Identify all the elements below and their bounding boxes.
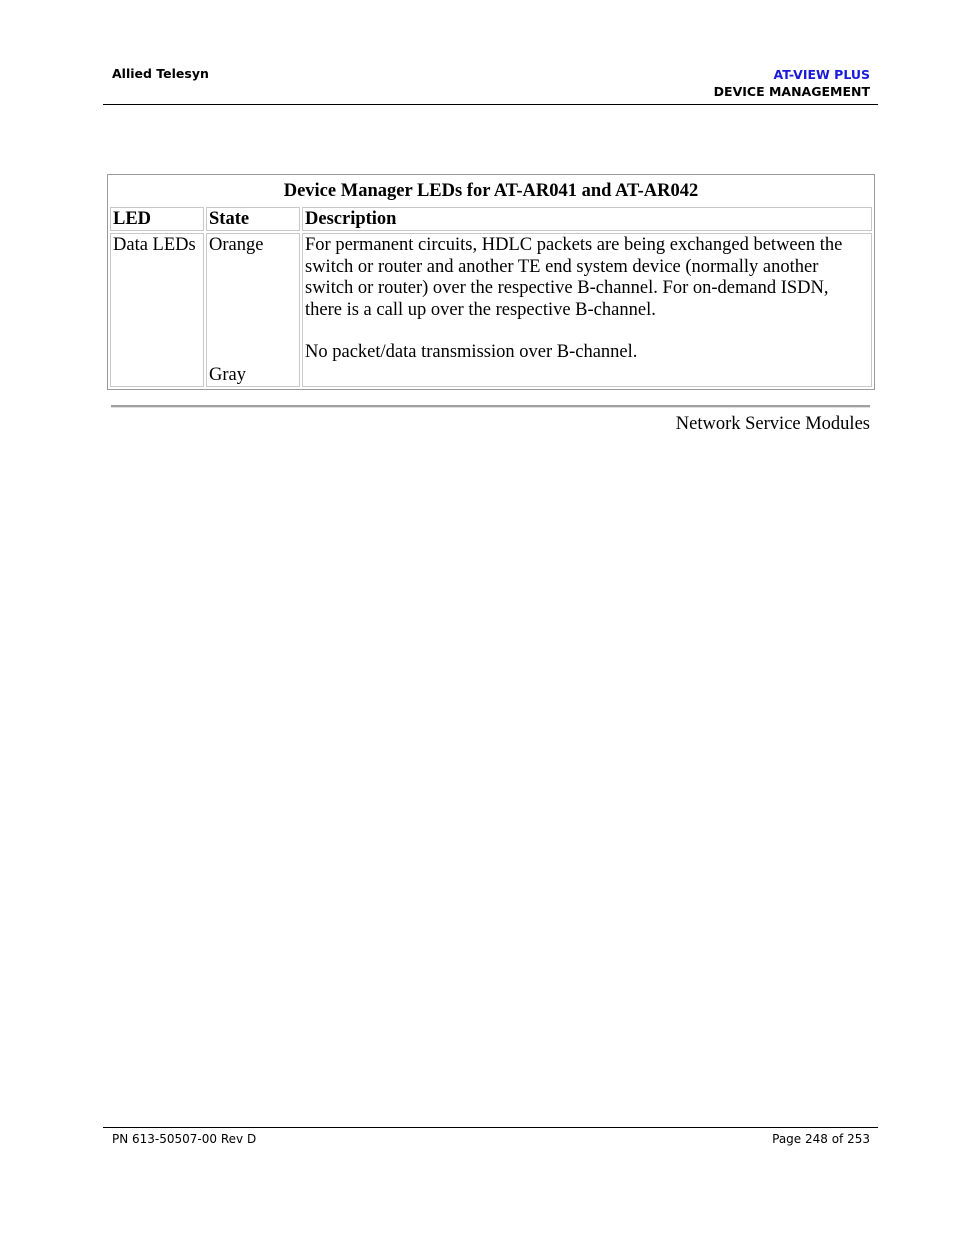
- footer-page-number: Page 248 of 253: [772, 1132, 870, 1146]
- table-header-row: [110, 207, 872, 232]
- column-header-led: LED: [110, 207, 204, 232]
- header-rule: [103, 104, 878, 105]
- header-company: Allied Telesyn: [112, 66, 209, 81]
- footer-rule: [103, 1127, 878, 1128]
- description-gray: No packet/data transmission over B-channel.: [305, 342, 638, 362]
- header-product: AT-VIEW PLUS: [773, 67, 870, 82]
- state-gray: Gray: [209, 364, 246, 385]
- led-table: [107, 174, 875, 390]
- cell-led: Data LEDs: [110, 233, 204, 387]
- cell-description: [302, 233, 872, 387]
- state-orange: Orange: [209, 235, 264, 255]
- header-section: DEVICE MANAGEMENT: [713, 84, 870, 99]
- section-separator: [111, 405, 870, 408]
- table-caption-row: [110, 177, 872, 205]
- column-header-state: State: [206, 207, 300, 232]
- description-spacer: [305, 321, 869, 342]
- description-orange: For permanent circuits, HDLC packets are being exchanged between the switch or router and another TE end system device (normally another switch or router) over the respective B-channel. For on-demand ISDN, there is a call up over the respective B-channel.: [305, 235, 843, 320]
- state-spacer: [209, 257, 297, 365]
- cell-state: [206, 233, 300, 387]
- column-header-description: Description: [302, 207, 872, 232]
- table-row: [110, 233, 872, 387]
- table-caption: Device Manager LEDs for AT-AR041 and AT-AR042: [283, 181, 699, 201]
- header-right: [714, 66, 870, 100]
- section-label: Network Service Modules: [675, 414, 870, 434]
- footer-part-number: PN 613-50507-00 Rev D: [112, 1132, 257, 1146]
